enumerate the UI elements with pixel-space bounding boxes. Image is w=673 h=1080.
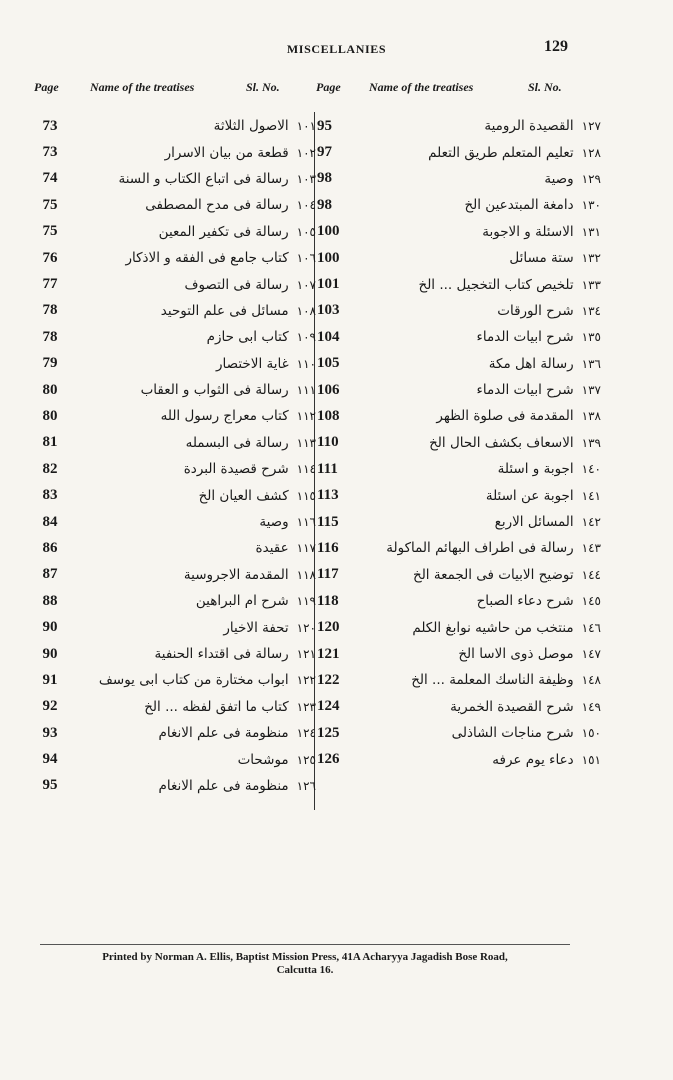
treatise-page-number: 101 bbox=[317, 276, 340, 293]
treatise-page-number: 76 bbox=[42, 249, 58, 266]
treatise-page-number: 94 bbox=[42, 751, 58, 768]
treatise-name: رسالة فی مدح المصطفی bbox=[145, 197, 289, 214]
treatise-title-cell bbox=[349, 488, 605, 504]
treatise-row bbox=[315, 324, 605, 350]
treatise-title-cell bbox=[349, 435, 605, 451]
treatise-row bbox=[315, 720, 605, 746]
treatise-name: المقدمة الاجروسية bbox=[183, 566, 289, 583]
treatise-name: مسائل فی علم التوحيد bbox=[160, 302, 289, 319]
running-header-title: MISCELLANIES bbox=[286, 42, 387, 56]
treatise-page-number: 78 bbox=[42, 328, 58, 345]
treatise-title-cell bbox=[349, 567, 605, 583]
imprint-line-1: Printed by Norman A. Ellis, Baptist Mission Press, 41A Acharyya Jagadish Bose Road, bbox=[102, 951, 508, 963]
treatise-row bbox=[30, 430, 320, 456]
treatise-page-number: 86 bbox=[42, 539, 58, 556]
treatise-title-cell bbox=[70, 620, 320, 636]
treatise-serial-number: ١١٧ bbox=[296, 541, 316, 556]
treatise-name: رسالة اهل مكة bbox=[488, 355, 574, 372]
treatise-page-number: 108 bbox=[317, 407, 340, 424]
treatise-title-cell bbox=[349, 356, 605, 372]
treatise-title-cell bbox=[70, 514, 320, 530]
left-entries-column bbox=[30, 113, 320, 799]
treatise-name: رسالة فی البسمله bbox=[185, 434, 289, 451]
treatise-row bbox=[30, 192, 320, 218]
treatise-page-number: 97 bbox=[317, 144, 332, 161]
treatise-title-cell bbox=[70, 329, 320, 345]
treatise-name: منتخب من حاشيه نوابغ الكلم bbox=[412, 619, 574, 636]
treatise-name: موصل ذوی الاسا الخ bbox=[458, 646, 574, 662]
treatise-serial-number: ١٣٤ bbox=[581, 303, 601, 318]
treatise-row bbox=[315, 482, 605, 508]
treatise-title-cell bbox=[349, 646, 605, 662]
right-entries-column bbox=[315, 113, 605, 773]
treatise-page-number: 84 bbox=[42, 513, 58, 530]
treatise-row bbox=[315, 641, 605, 667]
treatise-page-number: 80 bbox=[42, 381, 58, 398]
treatise-page-number: 113 bbox=[317, 487, 339, 504]
treatise-page-number: 104 bbox=[317, 328, 340, 345]
treatise-title-cell bbox=[349, 725, 605, 741]
treatise-name: الاسئلة و الاجوبة bbox=[482, 223, 574, 240]
treatise-row bbox=[315, 271, 605, 297]
treatise-page-number: 110 bbox=[317, 434, 339, 451]
treatise-row bbox=[315, 192, 605, 218]
treatise-serial-number: ١٣٢ bbox=[581, 251, 601, 266]
treatise-name: تحفة الاخيار bbox=[223, 619, 289, 636]
page-number: 129 bbox=[544, 38, 568, 55]
treatise-title-cell bbox=[349, 752, 605, 768]
treatise-serial-number: ١٣٧ bbox=[581, 383, 601, 398]
treatise-title-cell bbox=[349, 224, 605, 240]
treatise-name: شرح مناجات الشاذلی bbox=[451, 725, 574, 742]
treatise-page-number: 90 bbox=[42, 619, 58, 636]
treatise-serial-number: ١١٩ bbox=[296, 594, 316, 609]
right-sl-column-header: Sl. No. bbox=[528, 80, 562, 94]
treatise-page-number: 82 bbox=[42, 460, 58, 477]
left-page-column-header: Page bbox=[34, 80, 59, 94]
treatise-serial-number: ١٤١ bbox=[581, 488, 601, 503]
treatise-title-cell bbox=[349, 118, 605, 134]
treatise-serial-number: ١٠٦ bbox=[296, 251, 316, 266]
treatise-page-number: 121 bbox=[317, 645, 340, 662]
treatise-page-number: 80 bbox=[42, 407, 58, 424]
treatise-page-number: 90 bbox=[42, 645, 58, 662]
treatise-name: ابواب مختارة من كتاب ابی يوسف bbox=[98, 672, 289, 689]
treatise-serial-number: ١٠١ bbox=[296, 119, 316, 134]
treatise-page-number: 120 bbox=[317, 619, 340, 636]
treatise-title-cell bbox=[349, 699, 605, 715]
left-name-column-header: Name of the treatises bbox=[90, 80, 195, 94]
treatise-title-cell bbox=[70, 752, 320, 768]
treatise-serial-number: ١٤٩ bbox=[581, 699, 601, 714]
treatise-serial-number: ١٠٧ bbox=[296, 277, 316, 292]
treatise-title-cell bbox=[70, 145, 320, 161]
treatise-page-number: 125 bbox=[317, 724, 340, 741]
treatise-name: رسالة فی الثواب و العقاب bbox=[140, 382, 289, 399]
treatise-name: اجوبة عن اسئلة bbox=[485, 487, 574, 504]
treatise-row bbox=[30, 219, 320, 245]
treatise-page-number: 116 bbox=[317, 539, 339, 556]
treatise-row bbox=[30, 746, 320, 772]
treatise-title-cell bbox=[70, 778, 320, 794]
treatise-serial-number: ١٢١ bbox=[296, 647, 316, 661]
treatise-row bbox=[30, 324, 320, 350]
printer-imprint bbox=[40, 951, 570, 977]
treatise-serial-number: ١٤٠ bbox=[581, 462, 601, 477]
treatise-serial-number: ١٤٢ bbox=[581, 515, 601, 530]
treatise-serial-number: ١٢٣ bbox=[296, 699, 316, 714]
treatise-row bbox=[315, 588, 605, 614]
treatise-name: كتاب ما اتفق لفظه ... الخ bbox=[144, 698, 289, 715]
treatise-serial-number: ١٤٨ bbox=[581, 673, 601, 688]
treatise-name: كتاب جامع فی الفقه و الاذكار bbox=[125, 250, 289, 267]
imprint-line-2: Calcutta 16. bbox=[276, 964, 334, 976]
treatise-page-number: 95 bbox=[42, 777, 58, 794]
treatise-serial-number: ١٣٦ bbox=[581, 356, 601, 371]
treatise-title-cell bbox=[349, 197, 605, 213]
treatise-row bbox=[315, 139, 605, 165]
treatise-row bbox=[30, 298, 320, 324]
treatise-title-cell bbox=[70, 408, 320, 424]
treatise-page-number: 103 bbox=[317, 302, 340, 319]
treatise-serial-number: ١٤٤ bbox=[581, 567, 601, 582]
treatise-page-number: 93 bbox=[42, 724, 58, 741]
treatise-title-cell bbox=[349, 277, 605, 293]
treatise-title-cell bbox=[349, 171, 605, 187]
treatise-row bbox=[315, 667, 605, 693]
treatise-serial-number: ١١١ bbox=[296, 383, 316, 398]
treatise-page-number: 106 bbox=[317, 381, 340, 398]
treatise-title-cell bbox=[70, 540, 320, 556]
treatise-serial-number: ١١٠ bbox=[296, 356, 316, 371]
treatise-name: دامغة المبتدعين الخ bbox=[464, 197, 574, 214]
treatise-page-number: 81 bbox=[42, 434, 58, 451]
treatise-row bbox=[315, 245, 605, 271]
treatise-page-number: 73 bbox=[42, 117, 58, 134]
treatise-name: رسالة فی تكفير المعين bbox=[158, 223, 289, 240]
treatise-name: منظومة فی علم الانغام bbox=[158, 777, 289, 794]
treatise-serial-number: ١٤٣ bbox=[581, 541, 601, 556]
treatise-title-cell bbox=[349, 303, 605, 319]
treatise-serial-number: ١٣٥ bbox=[581, 330, 601, 345]
treatise-name: منظومة فی علم الانغام bbox=[158, 725, 289, 742]
treatise-title-cell bbox=[349, 250, 605, 266]
treatise-serial-number: ١١٤ bbox=[296, 462, 316, 477]
treatise-title-cell bbox=[70, 356, 320, 372]
treatise-title-cell bbox=[70, 250, 320, 266]
treatise-page-number: 77 bbox=[42, 276, 58, 293]
treatise-row bbox=[315, 535, 605, 561]
treatise-row bbox=[30, 113, 320, 139]
treatise-page-number: 73 bbox=[42, 144, 58, 161]
treatise-name: دعاء يوم عرفه bbox=[492, 751, 574, 768]
treatise-title-cell bbox=[349, 620, 605, 636]
treatise-serial-number: ١٥٠ bbox=[581, 726, 601, 741]
treatise-serial-number: ١١٢ bbox=[296, 409, 316, 424]
treatise-name: غاية الاختصار bbox=[215, 355, 289, 372]
treatise-page-number: 75 bbox=[42, 223, 58, 240]
treatise-row bbox=[30, 614, 320, 640]
treatise-page-number: 87 bbox=[42, 566, 58, 583]
treatise-title-cell bbox=[70, 646, 320, 662]
treatise-row bbox=[30, 562, 320, 588]
treatise-serial-number: ١٢٩ bbox=[581, 171, 601, 186]
treatise-name: رسالة فی اقتداء الحنفية bbox=[154, 646, 289, 662]
treatise-name: شرح ابيات الدماء bbox=[476, 329, 574, 346]
treatise-serial-number: ١١٦ bbox=[296, 515, 316, 530]
treatise-row bbox=[30, 403, 320, 429]
treatise-row bbox=[30, 773, 320, 799]
treatise-row bbox=[30, 166, 320, 192]
treatise-title-cell bbox=[70, 699, 320, 715]
treatise-name: رسالة فی اطراف البهائم الماكولة bbox=[386, 540, 574, 557]
treatise-row bbox=[315, 219, 605, 245]
treatise-row bbox=[315, 113, 605, 139]
treatise-name: ستة مسائل bbox=[509, 250, 574, 267]
treatise-name: القصيدة الرومية bbox=[484, 118, 574, 135]
treatise-row bbox=[315, 746, 605, 772]
right-name-column-header: Name of the treatises bbox=[369, 80, 474, 94]
treatise-name: وصية bbox=[259, 514, 289, 531]
treatise-row bbox=[315, 509, 605, 535]
treatise-title-cell bbox=[70, 277, 320, 293]
treatise-serial-number: ١٠٩ bbox=[296, 330, 316, 345]
treatise-page-number: 126 bbox=[317, 751, 340, 768]
treatise-row bbox=[30, 377, 320, 403]
treatise-row bbox=[315, 694, 605, 720]
treatise-serial-number: ١٠٢ bbox=[296, 145, 316, 160]
treatise-row bbox=[315, 456, 605, 482]
treatise-name: تلخيص كتاب التخجيل ... الخ bbox=[418, 276, 574, 293]
treatise-title-cell bbox=[70, 461, 320, 477]
treatise-name: توضيح الابيات فی الجمعة الخ bbox=[412, 566, 574, 583]
treatise-title-cell bbox=[349, 408, 605, 424]
treatise-serial-number: ١٤٧ bbox=[581, 647, 601, 661]
treatise-page-number: 92 bbox=[42, 698, 58, 715]
treatise-page-number: 100 bbox=[317, 223, 340, 240]
treatise-title-cell bbox=[70, 488, 320, 504]
treatise-title-cell bbox=[349, 329, 605, 345]
treatise-page-number: 100 bbox=[317, 249, 340, 266]
treatise-serial-number: ١٠٨ bbox=[296, 303, 316, 318]
treatise-serial-number: ١٣٣ bbox=[581, 277, 601, 292]
treatise-serial-number: ١٤٦ bbox=[581, 620, 601, 635]
treatise-name: كشف العيان الخ bbox=[198, 487, 289, 504]
treatise-page-number: 117 bbox=[317, 566, 339, 583]
treatise-name: وظيفة الناسك المعلمة ... الخ bbox=[411, 672, 574, 689]
treatise-page-number: 74 bbox=[42, 170, 58, 187]
treatise-name: تعليم المتعلم طريق التعلم bbox=[428, 144, 574, 161]
treatise-serial-number: ١٢٠ bbox=[296, 620, 316, 635]
treatise-name: الاصول الثلاثة bbox=[213, 118, 289, 135]
treatise-serial-number: ١٢٤ bbox=[296, 726, 316, 741]
treatise-row bbox=[315, 377, 605, 403]
treatise-page-number: 122 bbox=[317, 671, 340, 688]
treatise-name: الاسعاف بكشف الحال الخ bbox=[429, 434, 574, 451]
treatise-name: كتاب ابی حازم bbox=[206, 329, 289, 346]
treatise-page-number: 105 bbox=[317, 355, 340, 372]
treatise-title-cell bbox=[349, 382, 605, 398]
treatise-title-cell bbox=[70, 197, 320, 213]
treatise-serial-number: ١٠٣ bbox=[296, 171, 316, 186]
treatise-row bbox=[30, 482, 320, 508]
treatise-name: عقيدة bbox=[255, 540, 289, 557]
treatise-title-cell bbox=[70, 303, 320, 319]
treatise-serial-number: ١٠٥ bbox=[296, 224, 316, 239]
treatise-page-number: 115 bbox=[317, 513, 339, 530]
treatise-title-cell bbox=[70, 435, 320, 451]
treatise-serial-number: ١١٨ bbox=[296, 567, 316, 582]
treatise-row bbox=[315, 166, 605, 192]
treatise-serial-number: ١٣٠ bbox=[581, 198, 601, 213]
treatise-name: المسائل الاربع bbox=[494, 514, 574, 531]
treatise-name: شرح دعاء الصباح bbox=[476, 593, 574, 610]
treatise-page-number: 75 bbox=[42, 196, 58, 213]
treatise-page-number: 79 bbox=[42, 355, 58, 372]
treatise-title-cell bbox=[70, 725, 320, 741]
treatise-title-cell bbox=[70, 672, 320, 688]
treatise-row bbox=[30, 245, 320, 271]
treatise-title-cell bbox=[70, 567, 320, 583]
treatise-row bbox=[30, 351, 320, 377]
left-sl-column-header: Sl. No. bbox=[246, 80, 280, 94]
treatise-name: شرح ام البراهين bbox=[195, 593, 289, 610]
treatise-serial-number: ١٣١ bbox=[581, 224, 601, 239]
treatise-title-cell bbox=[70, 224, 320, 240]
treatise-serial-number: ١٢٨ bbox=[581, 145, 601, 160]
treatise-row bbox=[30, 720, 320, 746]
treatise-row bbox=[315, 351, 605, 377]
treatise-title-cell bbox=[349, 672, 605, 688]
treatise-row bbox=[315, 562, 605, 588]
treatise-serial-number: ١٢٦ bbox=[296, 778, 316, 793]
treatise-serial-number: ١١٣ bbox=[296, 435, 316, 450]
treatise-row bbox=[30, 509, 320, 535]
treatise-serial-number: ١٠٤ bbox=[296, 198, 316, 213]
treatise-page-number: 91 bbox=[42, 671, 58, 688]
treatise-page-number: 83 bbox=[42, 487, 58, 504]
treatise-page-number: 78 bbox=[42, 302, 58, 319]
treatise-page-number: 88 bbox=[42, 592, 58, 609]
treatise-name: قطعة من بيان الاسرار bbox=[164, 144, 289, 161]
treatise-title-cell bbox=[70, 171, 320, 187]
treatise-name: شرح قصيدة البردة bbox=[183, 461, 289, 478]
treatise-serial-number: ١١٥ bbox=[296, 488, 316, 503]
treatise-row bbox=[30, 667, 320, 693]
treatise-row bbox=[315, 298, 605, 324]
treatise-page-number: 124 bbox=[317, 698, 340, 715]
treatise-title-cell bbox=[70, 382, 320, 398]
treatise-row bbox=[30, 139, 320, 165]
treatise-serial-number: ١٢٥ bbox=[296, 752, 316, 767]
treatise-page-number: 118 bbox=[317, 592, 339, 609]
treatise-title-cell bbox=[349, 145, 605, 161]
treatise-title-cell bbox=[349, 514, 605, 530]
treatise-name: موشحات bbox=[237, 751, 289, 768]
footer-rule bbox=[40, 944, 570, 945]
treatise-row bbox=[315, 614, 605, 640]
treatise-name: شرح ابيات الدماء bbox=[476, 382, 574, 399]
treatise-serial-number: ١٣٩ bbox=[581, 435, 601, 450]
treatise-title-cell bbox=[349, 540, 605, 556]
treatise-serial-number: ١٣٨ bbox=[581, 409, 601, 424]
treatise-name: وصية bbox=[544, 170, 574, 187]
treatise-row bbox=[315, 403, 605, 429]
treatise-name: شرح القصيدة الخمرية bbox=[450, 698, 574, 715]
treatise-title-cell bbox=[349, 593, 605, 609]
treatise-name: رسالة فی التصوف bbox=[184, 276, 289, 293]
treatise-page-number: 98 bbox=[317, 170, 332, 187]
treatise-serial-number: ١٢٧ bbox=[581, 119, 601, 134]
treatise-row bbox=[30, 694, 320, 720]
right-page-column-header: Page bbox=[316, 80, 341, 94]
treatise-page-number: 95 bbox=[317, 117, 332, 134]
treatise-row bbox=[30, 271, 320, 297]
treatise-name: المقدمة فی صلوة الظهر bbox=[436, 408, 574, 425]
treatise-page-number: 98 bbox=[317, 196, 332, 213]
treatise-row bbox=[30, 588, 320, 614]
treatise-row bbox=[315, 430, 605, 456]
treatise-title-cell bbox=[70, 118, 320, 134]
treatise-title-cell bbox=[70, 593, 320, 609]
treatise-serial-number: ١٥١ bbox=[581, 752, 601, 767]
treatise-row bbox=[30, 641, 320, 667]
treatise-serial-number: ١٤٥ bbox=[581, 594, 601, 609]
treatise-name: شرح الورقات bbox=[497, 302, 574, 319]
treatise-name: كتاب معراج رسول الله bbox=[160, 408, 289, 425]
treatise-page-number: 111 bbox=[317, 460, 338, 477]
treatise-serial-number: ١٢٢ bbox=[296, 673, 316, 688]
treatise-name: اجوبة و اسئلة bbox=[497, 461, 574, 478]
treatise-row bbox=[30, 456, 320, 482]
treatise-name: رسالة فی اتباع الكتاب و السنة bbox=[118, 170, 289, 187]
treatise-row bbox=[30, 535, 320, 561]
treatise-title-cell bbox=[349, 461, 605, 477]
